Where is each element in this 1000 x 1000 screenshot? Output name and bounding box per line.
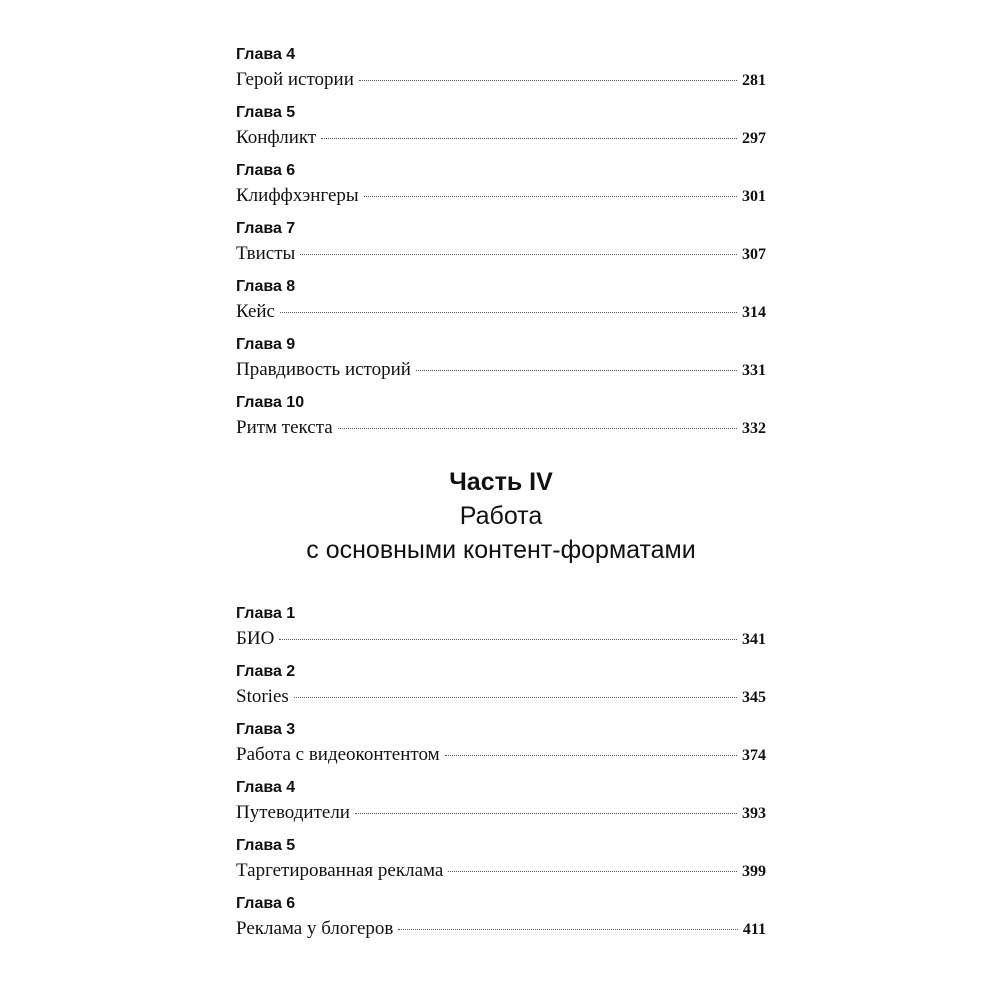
chapter-label: Глава 1 — [236, 605, 296, 622]
part-title-line-1: Работа — [459, 502, 543, 530]
toc-entry[interactable] — [236, 719, 766, 768]
dot-leader — [416, 370, 737, 371]
page-number: 331 — [742, 362, 766, 379]
chapter-title: Stories — [236, 686, 289, 707]
dot-leader — [338, 428, 737, 429]
chapter-title-row — [236, 799, 766, 826]
chapter-title-row — [236, 298, 766, 325]
chapter-title-row — [236, 124, 766, 151]
toc-entry[interactable] — [236, 44, 766, 93]
table-of-contents — [236, 44, 766, 951]
chapter-title-row — [236, 414, 766, 441]
chapter-title-row — [236, 182, 766, 209]
chapter-label: Глава 8 — [236, 278, 296, 295]
toc-entry[interactable] — [236, 334, 766, 383]
toc-section-part-3 — [236, 44, 766, 441]
chapter-label: Глава 3 — [236, 721, 296, 738]
part-number: Часть IV — [449, 468, 553, 496]
chapter-label: Глава 4 — [236, 46, 296, 63]
chapter-label: Глава 6 — [236, 895, 296, 912]
page-number: 345 — [742, 689, 766, 706]
dot-leader — [300, 254, 737, 255]
toc-entry[interactable] — [236, 160, 766, 209]
chapter-title-row — [236, 240, 766, 267]
page-number: 393 — [742, 805, 766, 822]
toc-entry[interactable] — [236, 218, 766, 267]
page-number: 374 — [742, 747, 766, 764]
dot-leader — [445, 755, 737, 756]
dot-leader — [280, 312, 737, 313]
chapter-title-row — [236, 356, 766, 383]
chapter-label: Глава 7 — [236, 220, 296, 237]
chapter-title: Кейс — [236, 301, 275, 322]
page-number: 297 — [742, 130, 766, 147]
dot-leader — [448, 871, 737, 872]
toc-entry[interactable] — [236, 276, 766, 325]
toc-entry[interactable] — [236, 392, 766, 441]
part-heading — [206, 465, 796, 567]
chapter-label: Глава 4 — [236, 779, 296, 796]
dot-leader — [279, 639, 737, 640]
toc-entry[interactable] — [236, 603, 766, 652]
chapter-label: Глава 5 — [236, 104, 296, 121]
dot-leader — [294, 697, 737, 698]
chapter-label: Глава 2 — [236, 663, 296, 680]
chapter-title: Таргетированная реклама — [236, 860, 444, 881]
chapter-title: Реклама у блогеров — [236, 918, 394, 939]
page-number: 281 — [742, 72, 766, 89]
chapter-title: Клиффхэнгеры — [236, 185, 359, 206]
chapter-title: Герой истории — [236, 69, 354, 90]
dot-leader — [364, 196, 737, 197]
chapter-label: Глава 10 — [236, 394, 305, 411]
chapter-label: Глава 5 — [236, 837, 296, 854]
page-number: 332 — [742, 420, 766, 437]
chapter-label: Глава 9 — [236, 336, 296, 353]
toc-entry[interactable] — [236, 835, 766, 884]
toc-entry[interactable] — [236, 661, 766, 710]
chapter-title-row — [236, 683, 766, 710]
chapter-title: Работа с видеоконтентом — [236, 744, 440, 765]
chapter-title: БИО — [236, 628, 275, 649]
page-number: 341 — [742, 631, 766, 648]
dot-leader — [398, 929, 738, 930]
chapter-title-row — [236, 625, 766, 652]
page-number: 314 — [742, 304, 766, 321]
dot-leader — [359, 80, 737, 81]
dot-leader — [321, 138, 737, 139]
chapter-label: Глава 6 — [236, 162, 296, 179]
toc-entry[interactable] — [236, 893, 766, 942]
page-number: 399 — [742, 863, 766, 880]
toc-entry[interactable] — [236, 777, 766, 826]
dot-leader — [355, 813, 737, 814]
chapter-title: Конфликт — [236, 127, 317, 148]
chapter-title: Правдивость историй — [236, 359, 411, 380]
chapter-title: Ритм текста — [236, 417, 333, 438]
page-number: 301 — [742, 188, 766, 205]
chapter-title: Путеводители — [236, 802, 350, 823]
chapter-title-row — [236, 741, 766, 768]
page-number: 411 — [742, 921, 766, 938]
chapter-title-row — [236, 66, 766, 93]
chapter-title: Твисты — [236, 243, 296, 264]
chapter-title-row — [236, 915, 766, 942]
chapter-title-row — [236, 857, 766, 884]
part-title-line-2: с основными контент-форматами — [306, 536, 696, 564]
toc-entry[interactable] — [236, 102, 766, 151]
page-number: 307 — [742, 246, 766, 263]
toc-section-part-4 — [236, 603, 766, 942]
